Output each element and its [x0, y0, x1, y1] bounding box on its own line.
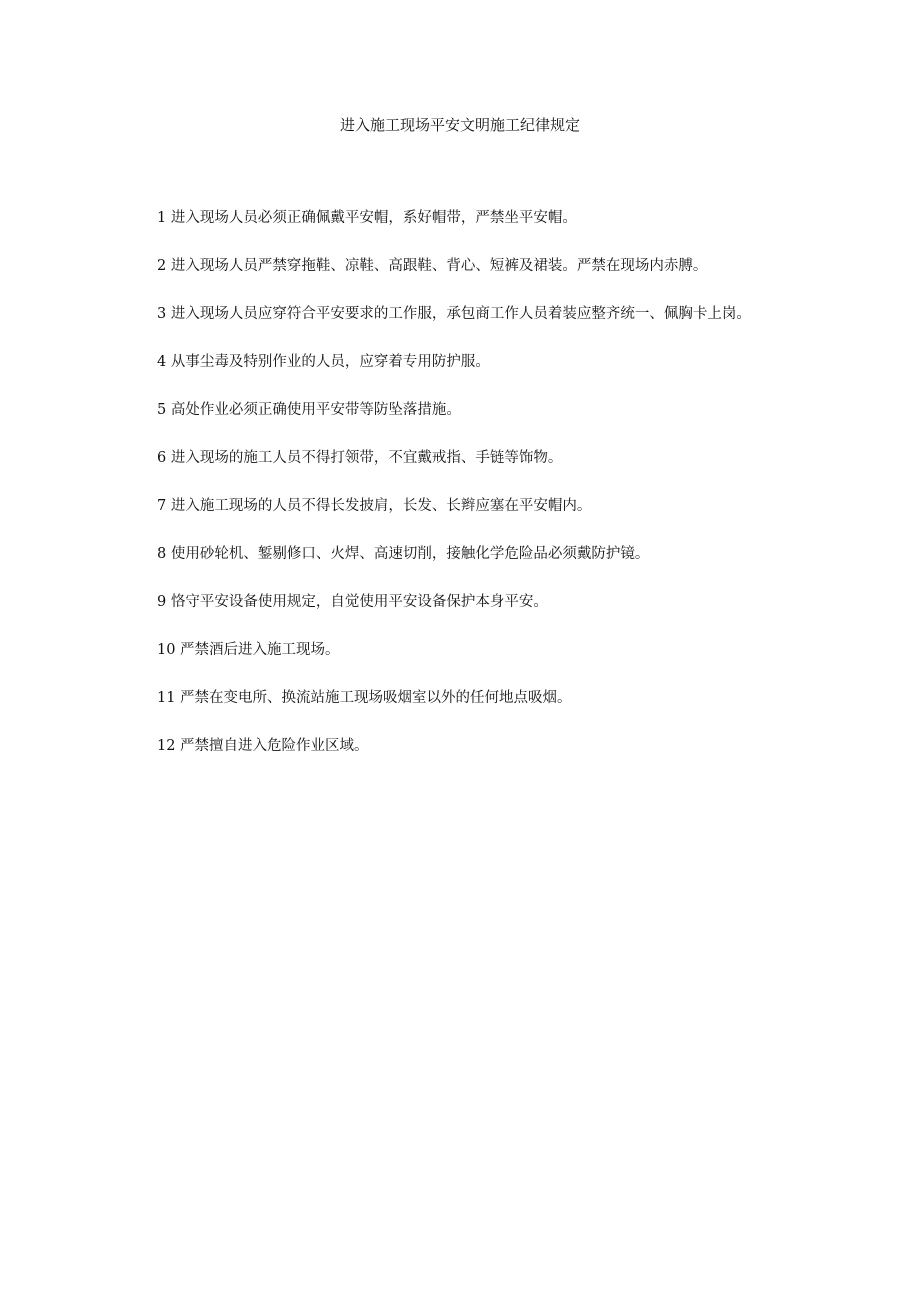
rule-item-10: 10 严禁酒后进入施工现场。 — [157, 642, 340, 658]
rule-item-6: 6 进入现场的施工人员不得打领带，不宜戴戒指、手链等饰物。 — [157, 450, 563, 466]
rule-item-8: 8 使用砂轮机、錾剔修口、火焊、高速切削，接触化学危险品必须戴防护镜。 — [157, 546, 650, 562]
rule-item-12: 12 严禁擅自进入危险作业区域。 — [157, 738, 369, 754]
rule-item-5: 5 高处作业必须正确使用平安带等防坠落措施。 — [157, 402, 461, 418]
document-title: 进入施工现场平安文明施工纪律规定 — [339, 116, 580, 134]
rule-item-11: 11 严禁在变电所、换流站施工现场吸烟室以外的任何地点吸烟。 — [157, 690, 572, 706]
rule-item-1: 1 进入现场人员必须正确佩戴平安帽，系好帽带，严禁坐平安帽。 — [157, 210, 577, 226]
rule-item-4: 4 从事尘毒及特别作业的人员，应穿着专用防护服。 — [157, 354, 490, 370]
rule-item-7: 7 进入施工现场的人员不得长发披肩，长发、长辫应塞在平安帽内。 — [157, 498, 592, 514]
rules-list — [140, 208, 782, 784]
rule-item-9: 9 恪守平安设备使用规定，自觉使用平安设备保护本身平安。 — [157, 594, 548, 610]
rule-item-3: 3 进入现场人员应穿符合平安要求的工作服，承包商工作人员着装应整齐统一、佩胸卡上岗。 — [157, 306, 751, 322]
rule-item-2: 2 进入现场人员严禁穿拖鞋、凉鞋、高跟鞋、背心、短裤及裙装。严禁在现场内赤膊。 — [157, 258, 708, 274]
